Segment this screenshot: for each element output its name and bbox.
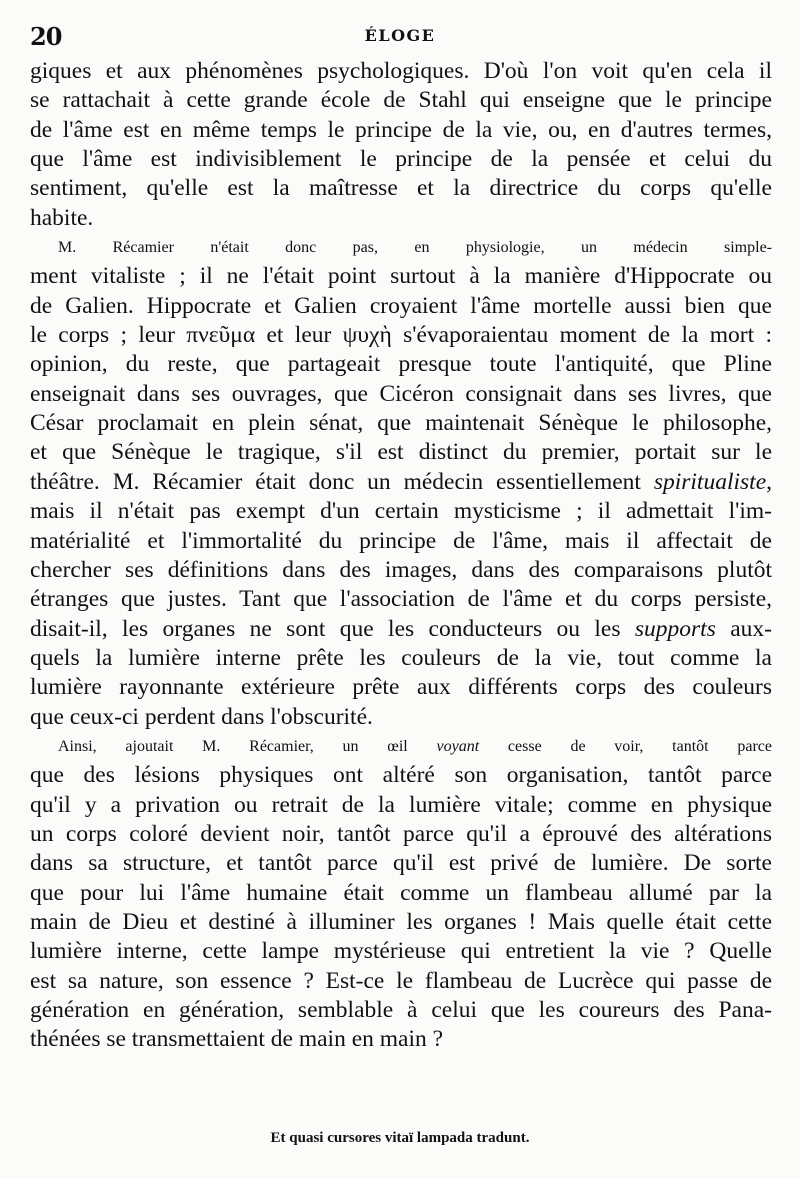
body-text bbox=[30, 57, 772, 1055]
page-number: 20 bbox=[30, 22, 62, 51]
running-head-title: ÉLOGE bbox=[364, 26, 436, 45]
text-line: thénées se transmettaient de main en main ? bbox=[30, 1026, 444, 1053]
text-line: étranges que justes. Tant que l'association de l'âme et du corps persiste, bbox=[30, 586, 772, 613]
text-line: dans sa structure, et tantôt parce qu'il est privé de lumière. De sorte bbox=[30, 850, 772, 877]
text-line: César proclamait en plein sénat, que maintenait Sénèque le philosophe, bbox=[30, 410, 772, 437]
text-line: le corps ; leur πνεῦμα et leur ψυχὴ s'évaporaientau moment de la mort : bbox=[30, 322, 772, 349]
footnote-quote: Et quasi cursores vitaï lampada tradunt. bbox=[270, 1130, 530, 1146]
text-line: théâtre. M. Récamier était donc un médecin essentiellement spiritualiste, bbox=[30, 468, 772, 495]
text-line: est sa nature, son essence ? Est-ce le flambeau de Lucrèce qui passe de bbox=[30, 967, 772, 994]
text-line: lumière rayonnante extérieure prête aux différents corps des couleurs bbox=[30, 674, 772, 701]
text-line: que ceux-ci perdent dans l'obscurité. bbox=[30, 703, 373, 730]
text-line: opinion, du reste, que partageait presque toute l'antiquité, que Pline bbox=[30, 351, 772, 378]
text-line: enseignait dans ses ouvrages, que Cicéron consignait dans ses livres, que bbox=[30, 380, 772, 407]
text-line: qu'il y a privation ou retrait de la lumière vitale; comme en physique bbox=[30, 791, 772, 818]
text-line: main de Dieu et destiné à illuminer les organes ! Mais quelle était cette bbox=[30, 908, 772, 935]
running-head bbox=[30, 22, 770, 52]
text-line: génération en génération, semblable à celui que les coureurs des Pana- bbox=[30, 997, 772, 1023]
text-line: un corps coloré devient noir, tantôt parce qu'il a éprouvé des altérations bbox=[30, 820, 772, 847]
text-line: que pour lui l'âme humaine était comme un flambeau allumé par la bbox=[30, 879, 772, 906]
text-line: ment vitaliste ; il ne l'était point surtout à la manière d'Hippocrate ou bbox=[30, 263, 772, 290]
text-line: chercher ses définitions dans des images, dans des comparaisons plutôt bbox=[30, 556, 772, 583]
text-line: et que Sénèque le tragique, s'il est distinct du premier, portait sur le bbox=[30, 439, 772, 466]
text-line: de Galien. Hippocrate et Galien croyaient l'âme mortelle aussi bien que bbox=[30, 292, 772, 319]
text-line: que l'âme est indivisiblement le principe de la pensée et celui du bbox=[30, 146, 772, 173]
text-line: giques et aux phénomènes psychologiques. D'où l'on voit qu'en cela il bbox=[30, 58, 772, 84]
text-line: se rattachait à cette grande école de Stahl qui enseigne que le principe bbox=[30, 87, 772, 114]
text-line: disait-il, les organes ne sont que les conducteurs ou les supports aux- bbox=[30, 615, 772, 642]
text-line: M. Récamier n'était donc pas, en physiologie, un médecin simple- bbox=[58, 239, 772, 257]
text-line: matérialité et l'immortalité du principe de l'âme, mais il affectait de bbox=[30, 527, 772, 554]
text-line: lumière interne, cette lampe mystérieuse qui entretient la vie ? Quelle bbox=[30, 938, 772, 965]
text-line: Ainsi, ajoutait M. Récamier, un œil voyant cesse de voir, tantôt parce bbox=[58, 737, 773, 755]
text-line: mais il n'était pas exempt d'un certain mysticisme ; il admettait l'im- bbox=[30, 498, 772, 525]
text-line: sentiment, qu'elle est la maîtresse et la directrice du corps qu'elle bbox=[30, 175, 772, 202]
text-line: habite. bbox=[30, 204, 94, 231]
text-line: de l'âme est en même temps le principe de la vie, ou, en d'autres termes, bbox=[30, 116, 772, 143]
text-line: que des lésions physiques ont altéré son organisation, tantôt parce bbox=[30, 762, 772, 789]
text-line: quels la lumière interne prête les couleurs de la vie, tout comme la bbox=[30, 644, 772, 671]
